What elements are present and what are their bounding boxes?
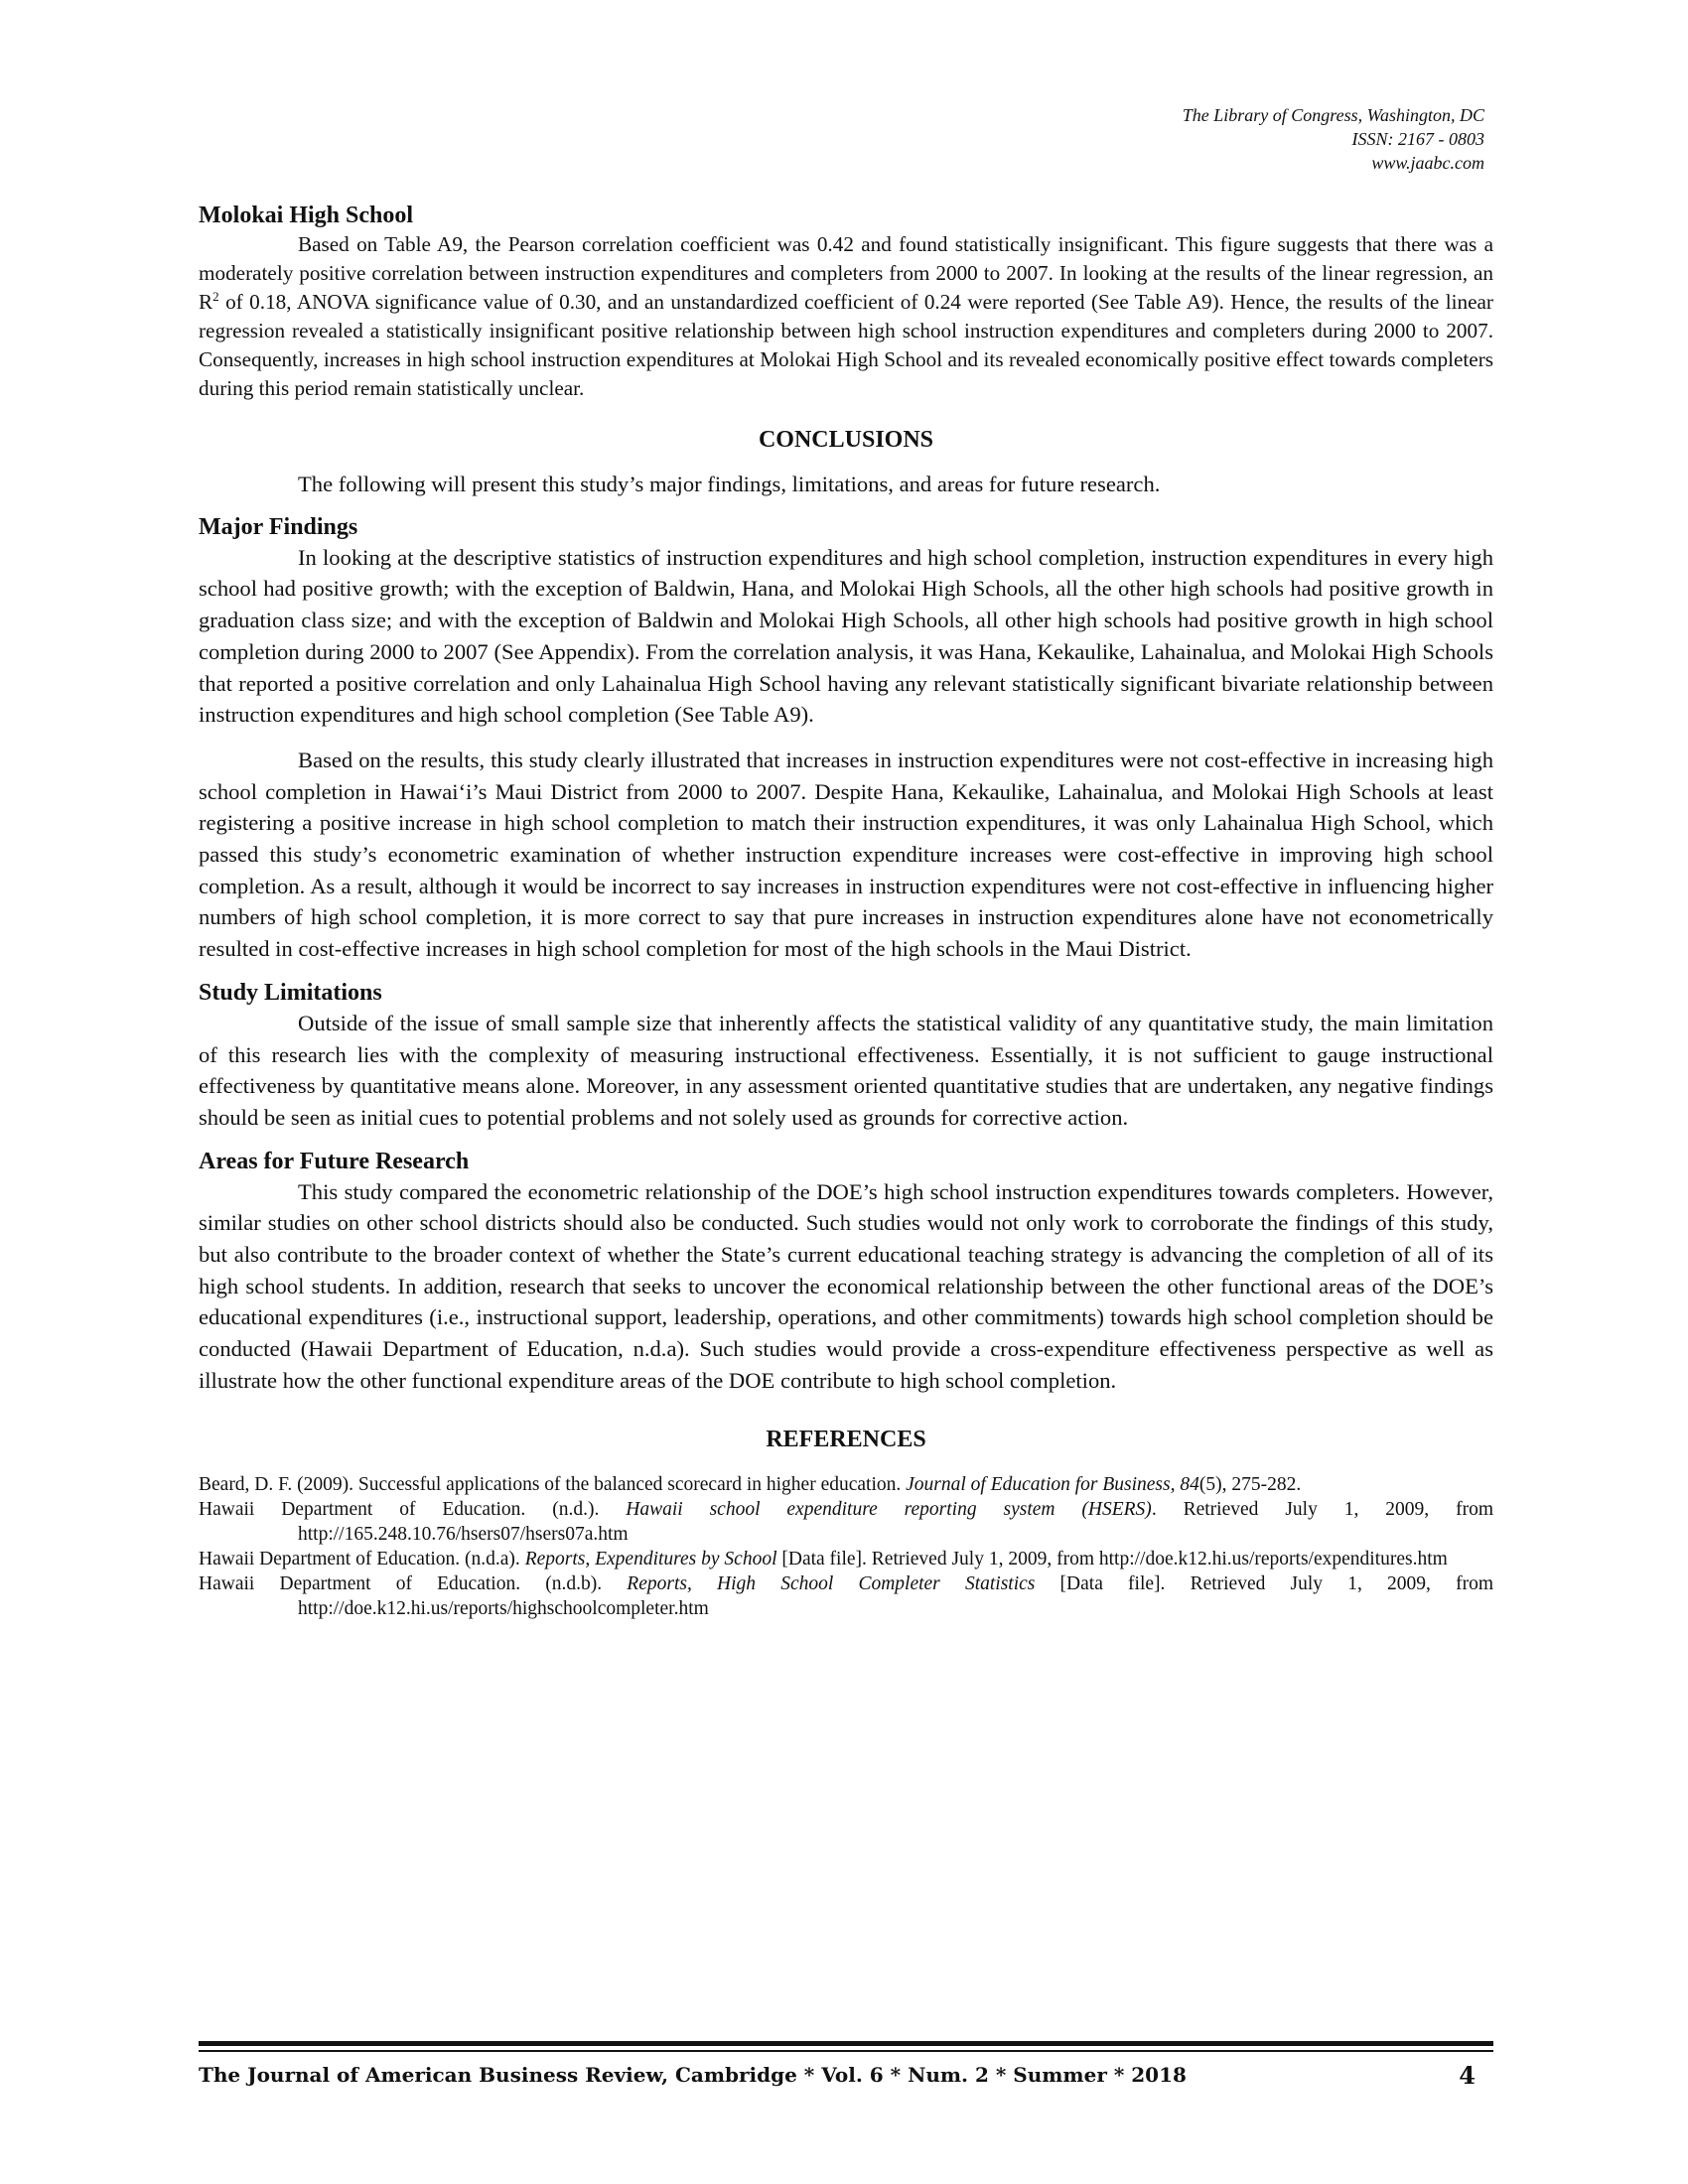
future-research-heading: Areas for Future Research [199,1148,470,1174]
section-molokai [199,201,1493,403]
reference-list [199,1472,1493,1621]
header-library: The Library of Congress, Washington, DC [1182,105,1484,125]
footer-rule-thick [199,2041,1493,2046]
article-body [199,201,1493,1621]
major-findings-paragraph-1: In looking at the descriptive statistics of instruction expenditures and high school completion, instruction expenditures in every high school had positive growth; with the exception of Baldwin, Hana, and Molokai High Schools, all the other high schools had positive growth in graduation class size; and with the exception of Baldwin and Molokai High Schools, all other high schools had positive growth in high school completion during 2000 to 2007 (See Appendix). From the correlation analysis, it was Hana, Kekaulike, Lahainalua, and Molokai High Schools that reported a positive correlation and only Lahainalua High School having any relevant statistically significant bivariate relationship between instruction expenditures and high school completion (See Table A9). [199,544,1493,728]
footer-journal-info: The Journal of American Business Review, Cambridge * Vol. 6 * Num. 2 * Summer * 2018 [199,2063,1187,2087]
reference-beard: Beard, D. F. (2009). Successful applications of the balanced scorecard in higher education. Journal of Education for Business, 84(5), 275-282. [199,1473,1302,1495]
reference-expenditures: Hawaii Department of Education. (n.d.a). Reports, Expenditures by School [Data file]. Retrieved July 1, 2009, from http://doe.k12.hi.us/reports/expenditures.htm [199,1548,1448,1570]
running-footer [199,2059,1493,2099]
major-findings-heading: Major Findings [199,513,358,540]
future-research-paragraph: This study compared the econometric relationship of the DOE’s high school instruction expenditures towards completers. However, similar studies on other school districts should also be conducted. Such studies would not only work to corroborate the findings of this study, but also contribute to the broader context of whether the State’s current educational teaching strategy is advancing the completion of all of its high school students. In addition, research that seeks to uncover the economical relationship between the other functional areas of the DOE’s educational expenditures (i.e., instructional support, leadership, operations, and other commitments) towards high school completion should be conducted (Hawaii Department of Education, n.d.a). Such studies would provide a cross-expenditure effectiveness perspective as well as illustrate how the other functional expenditure areas of the DOE contribute to high school completion. [199,1178,1493,1393]
footer-rule-thin [199,2050,1493,2052]
page-number: 4 [1459,2061,1476,2090]
molokai-paragraph: Based on Table A9, the Pearson correlation coefficient was 0.42 and found statistically insignificant. This figure suggests that there was a moderately positive correlation between instruction expenditures and completers from 2000 to 2007. In looking at the results of the linear regression, an $R^2$ of 0.18, ANOVA significance value of 0.30, and an unstandardized coefficient of 0.24 were reported (See Table A9). Hence, the results of the linear regression revealed a statistically insignificant positive relationship between high school instruction expenditures and completers during 2000 to 2007. Consequently, increases in high school instruction expenditures at Molokai High School and its revealed economically positive effect towards completers during this period remain statistically unclear. [199,232,1493,400]
molokai-heading: Molokai High School [199,203,414,228]
running-header [1183,103,1484,175]
conclusions-heading: CONCLUSIONS [758,427,934,453]
header-issn: ISSN: 2167 - 0803 [1351,129,1484,149]
header-website: www.jaabc.com [1371,153,1484,173]
references-heading: REFERENCES [766,1426,926,1452]
reference-completer-statistics: Hawaii Department of Education. (n.d.b). Reports, High School Completer Statistics [Data file]. Retrieved July 1, 2009, from http://doe.k12.hi.us/reports/highschoolcompleter.htm [199,1572,1493,1619]
major-findings-paragraph-2: Based on the results, this study clearly illustrated that increases in instruction expenditures were not cost-effective in increasing high school completion in Hawai‘i’s Maui District from 2000 to 2007. Despite Hana, Kekaulike, Lahainalua, and Molokai High Schools at least registering a positive increase in high school completion to match their instruction expenditures, it was only Lahainalua High School, which passed this study’s econometric examination of whether instruction expenditure increases were cost-effective in improving high school completion. As a result, although it would be incorrect to say increases in instruction expenditures were not cost-effective in influencing higher numbers of high school completion, it is more correct to say that pure increases in instruction expenditures alone have not econometrically resulted in cost-effective increases in high school completion for most of the high schools in the Maui District. [199,747,1493,962]
reference-hsers: Hawaii Department of Education. (n.d.). Hawaii school expenditure reporting system (HSERS). Retrieved July 1, 2009, from http://165.248.10.76/hsers07/hsers07a.htm [199,1498,1493,1545]
limitations-paragraph: Outside of the issue of small sample size that inherently affects the statistical validity of any quantitative study, the main limitation of this research lies with the complexity of measuring instructional effectiveness. Essentially, it is not sufficient to gauge instructional effectiveness by quantitative means alone. Moreover, in any assessment oriented quantitative studies that are undertaken, any negative findings should be seen as initial cues to potential problems and not solely used as grounds for corrective action. [199,1010,1493,1130]
limitations-heading: Study Limitations [199,979,382,1006]
conclusions-intro: The following will present this study’s major findings, limitations, and areas for future research. [298,472,1161,496]
